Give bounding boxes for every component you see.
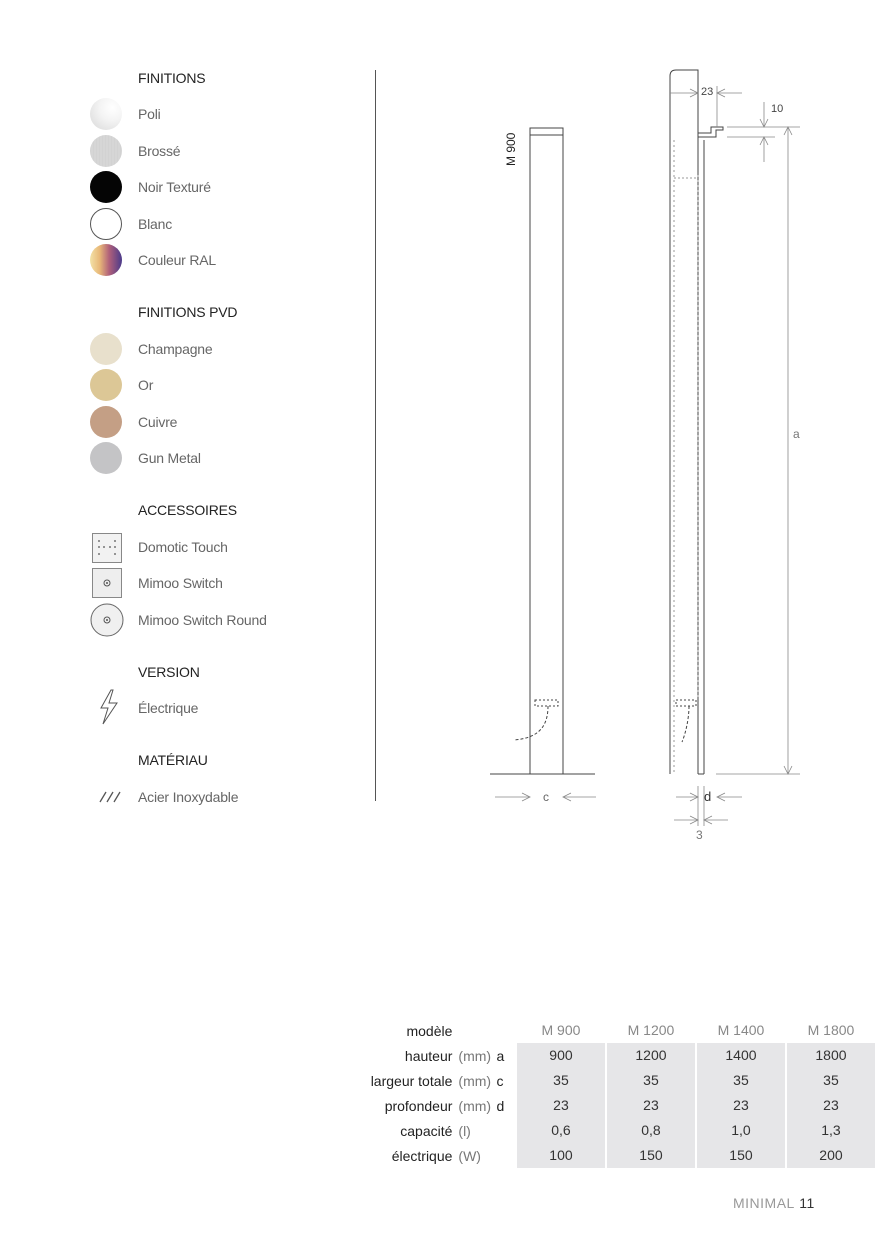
dim-a — [716, 127, 800, 774]
dim-10-label: 10 — [771, 103, 784, 115]
finitions-title: FINITIONS — [138, 70, 206, 86]
dim-10 — [727, 102, 800, 162]
pvd-label: Champagne — [138, 341, 213, 357]
table-cell: 23 — [605, 1093, 695, 1118]
table-row: profondeur (mm) d 23 23 23 23 — [360, 1093, 875, 1118]
table-cell: 150 — [695, 1143, 785, 1168]
version-label: Électrique — [138, 700, 199, 716]
finition-label: Blanc — [138, 216, 173, 232]
table-cell: 23 — [515, 1093, 605, 1118]
pvd-label: Or — [138, 377, 154, 393]
pvd-label: Cuivre — [138, 414, 178, 430]
table-cell: 35 — [605, 1068, 695, 1093]
model-label: M 900 — [504, 132, 518, 166]
table-cell: 1800 — [785, 1043, 875, 1068]
table-header-row — [360, 1018, 875, 1043]
dim-d-label: d — [704, 789, 712, 804]
model-header: M 900 — [541, 1022, 581, 1038]
accessoire-label: Mimoo Switch — [138, 575, 223, 591]
table-cell: 1,3 — [785, 1118, 875, 1143]
finition-label: Noir Texturé — [138, 179, 211, 195]
table-cell: 200 — [785, 1143, 875, 1168]
page-footer — [733, 1195, 815, 1211]
table-cell: 1200 — [605, 1043, 695, 1068]
finition-label: Brossé — [138, 143, 181, 159]
table-cell: 35 — [695, 1068, 785, 1093]
dim-23-label: 23 — [701, 86, 714, 98]
table-cell: 35 — [515, 1068, 605, 1093]
table-cell: 100 — [515, 1143, 605, 1168]
dim-3-label: 3 — [696, 828, 703, 842]
pvd-label: Gun Metal — [138, 450, 201, 466]
dim-c-label: c — [543, 790, 549, 804]
table-row: largeur totale (mm) c 35 35 35 35 — [360, 1068, 875, 1093]
accessoire-label: Mimoo Switch Round — [138, 612, 267, 628]
table-cell: 900 — [515, 1043, 605, 1068]
model-header: M 1200 — [627, 1022, 675, 1038]
side-view — [670, 70, 723, 774]
table-cell: 23 — [695, 1093, 785, 1118]
table-cell: 1,0 — [695, 1118, 785, 1143]
model-header: M 1800 — [807, 1022, 855, 1038]
dim-a-label: a — [793, 427, 800, 441]
table-cell: 150 — [605, 1143, 695, 1168]
accessoire-label: Domotic Touch — [138, 539, 228, 555]
dim-3 — [674, 786, 728, 826]
finition-label: Poli — [138, 106, 161, 122]
header-label: modèle — [406, 1022, 453, 1039]
table-cell: 0,6 — [515, 1118, 605, 1143]
table-cell: 23 — [785, 1093, 875, 1118]
spec-table — [360, 1018, 875, 1168]
materiau-label: Acier Inoxydable — [138, 789, 239, 805]
table-row: capacité (l) 0,6 0,8 1,0 1,3 — [360, 1118, 875, 1143]
table-row: électrique (W) 100 150 150 200 — [360, 1143, 875, 1168]
table-cell: 35 — [785, 1068, 875, 1093]
table-row: hauteur (mm) a 900 1200 1400 1800 — [360, 1043, 875, 1068]
model-header: M 1400 — [717, 1022, 765, 1038]
finition-label: Couleur RAL — [138, 252, 216, 268]
finitions-pvd-title: FINITIONS PVD — [138, 304, 238, 320]
table-cell: 0,8 — [605, 1118, 695, 1143]
front-view — [490, 128, 595, 774]
page-number: 11 — [799, 1195, 815, 1211]
footer-brand: MINIMAL — [733, 1195, 795, 1211]
accessoires-title: ACCESSOIRES — [138, 502, 237, 518]
table-cell: 1400 — [695, 1043, 785, 1068]
version-title: VERSION — [138, 664, 200, 680]
materiau-title: MATÉRIAU — [138, 752, 208, 768]
